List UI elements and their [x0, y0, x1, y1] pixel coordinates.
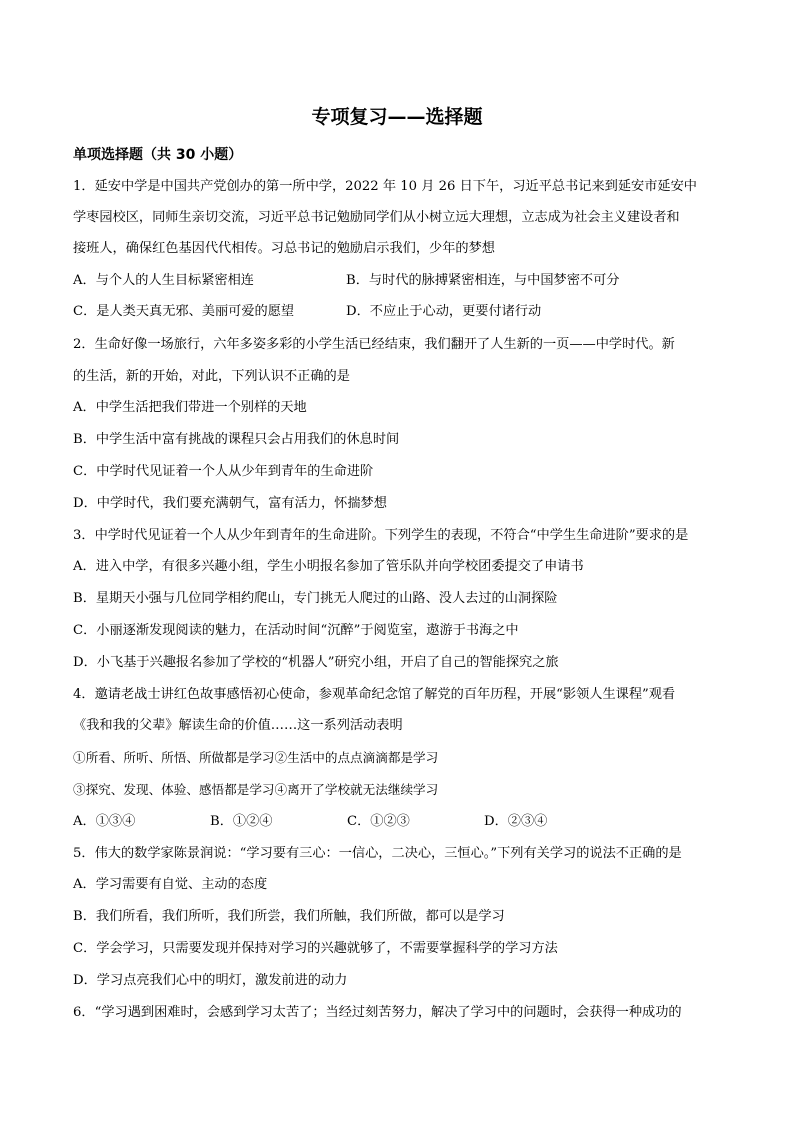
question-2-option-b: B．中学生活中富有挑战的课程只会占用我们的休息时间	[73, 432, 400, 447]
question-1-option-c: C．是人类天真无邪、美丽可爱的愿望	[73, 304, 295, 319]
question-6-line-1: 6．“学习遇到困难时，会感到学习太苦了；当经过刻苦努力，解决了学习中的问题时，会获得一种成功的	[73, 1005, 682, 1020]
question-1-option-a: A．与个人的人生目标紧密相连	[73, 273, 254, 288]
question-5-option-d: D．学习点亮我们心中的明灯，激发前进的动力	[73, 973, 348, 988]
question-1-option-d: D．不应止于心动，更要付诸行动	[346, 304, 542, 319]
question-3-option-d: D．小飞基于兴趣报名参加了学校的“机器人”研究小组，开启了自己的智能探究之旅	[73, 655, 559, 670]
question-4-statements-1: ①所看、所听、所悟、所做都是学习②生活中的点点滴滴都是学习	[73, 750, 439, 765]
question-4-line-1: 4．邀请老战士讲红色故事感悟初心使命，参观革命纪念馆了解党的百年历程，开展“影领人生课程”观看	[73, 687, 676, 702]
question-4-option-b: B．①②④	[210, 814, 273, 829]
question-3-option-c: C．小丽逐渐发现阅读的魅力，在活动时间“沉醉”于阅览室，遨游于书海之中	[73, 623, 519, 638]
question-3-line-1: 3．中学时代见证着一个人从少年到青年的生命进阶。下列学生的表现，不符合“中学生生命进阶”要求的是	[73, 528, 689, 543]
question-1-option-b: B．与时代的脉搏紧密相连，与中国梦密不可分	[346, 273, 620, 288]
question-5-line-1: 5．伟大的数学家陈景润说：“学习要有三心：一信心，二决心，三恒心。”下列有关学习的说法不正确的是	[73, 846, 682, 861]
page-title: 专项复习——选择题	[311, 106, 483, 128]
question-1-line-1: 1．延安中学是中国共产党创办的第一所中学，2022 年 10 月 26 日下午，习近平总书记来到延安市延安中	[73, 179, 697, 194]
question-1-line-2: 学枣园校区，同师生亲切交流，习近平总书记勉励同学们从小树立远大理想，立志成为社会主义建设者和	[73, 210, 680, 225]
question-2-option-a: A．中学生活把我们带进一个别样的天地	[73, 400, 307, 415]
section-heading: 单项选择题（共 30 小题）	[73, 147, 243, 163]
question-4-option-d: D．②③④	[484, 814, 548, 829]
question-1-line-3: 接班人，确保红色基因代代相传。习总书记的勉励启示我们，少年的梦想	[73, 241, 495, 256]
question-3-option-a: A．进入中学，有很多兴趣小组，学生小明报名参加了管乐队并向学校团委提交了申请书	[73, 559, 584, 574]
question-2-line-2: 的生活，新的开始，对此，下列认识不正确的是	[73, 369, 350, 384]
question-4-statements-2: ③探究、发现、体验、感悟都是学习④离开了学校就无法继续学习	[73, 782, 439, 797]
question-4-option-a: A．①③④	[73, 814, 136, 829]
question-4-option-c: C．①②③	[347, 814, 410, 829]
question-2-option-d: D．中学时代，我们要充满朝气，富有活力，怀揣梦想	[73, 496, 387, 511]
question-5-option-a: A．学习需要有自觉、主动的态度	[73, 877, 268, 892]
question-2-line-1: 2．生命好像一场旅行，六年多姿多彩的小学生活已经结束，我们翻开了人生新的一页——中学时代。新	[73, 337, 675, 352]
question-5-option-c: C．学会学习，只需要发现并保持对学习的兴趣就够了，不需要掌握科学的学习方法	[73, 941, 558, 956]
question-3-option-b: B．星期天小强与几位同学相约爬山，专门挑无人爬过的山路、没人去过的山洞探险	[73, 591, 558, 606]
question-5-option-b: B．我们所看，我们所听，我们所尝，我们所触，我们所做，都可以是学习	[73, 909, 505, 924]
question-2-option-c: C．中学时代见证着一个人从少年到青年的生命进阶	[73, 464, 374, 479]
question-4-line-2: 《我和我的父辈》解读生命的价值……这一系列活动表明	[73, 718, 403, 733]
